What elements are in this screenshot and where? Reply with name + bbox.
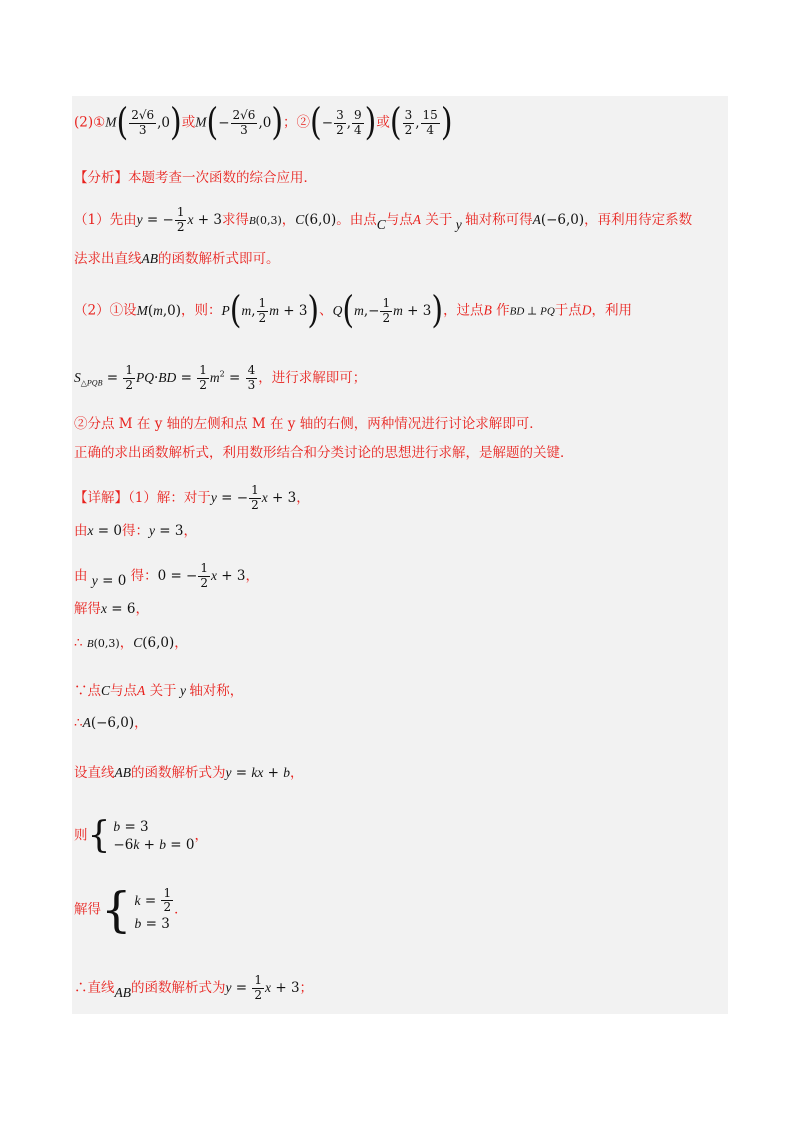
detail-step-4: ∴ B(0,3)，C(6,0)， [74, 635, 188, 651]
detail-step-5: ∵点C与点A 关于 y 轴对称， [74, 683, 244, 699]
answer-prefix: (2)① [74, 114, 106, 131]
analysis-line-6: 正确的求出函数解析式，利用数形结合和分类讨论的思想进行求解，是解题的关键． [74, 445, 574, 461]
or-text-1: 或 [181, 114, 196, 131]
answer-line: (2)①M( $\frac{2√6}{3}$ ,0)或M(− $\frac{2√6}{3}$ ,0)；②(− $\frac{3}{2}$ , $\frac{9}{4}$ )或( $\frac{3}{2}$ , $\frac{15}{4}$ ) [74, 100, 453, 145]
detail-step-2: 由 y = 0 得：0 = − $\frac{1}{2}$ x + 3， [74, 561, 259, 590]
analysis-line-1: （1）先由y = − $\frac{1}{2}$ x + 3求得B(0,3)，C(6,0)。由点C与点A 关于 y 轴对称可得A(−6,0)，再利用待定系数 [74, 205, 693, 234]
detail-step-7: 设直线AB的函数解析式为y = kx + b， [74, 765, 304, 781]
detail-step-10: ∴直线AB的函数解析式为y = $\frac{1}{2}$ x + 3； [74, 973, 314, 1002]
analysis-line-2: 法求出直线AB的函数解析式即可。 [74, 251, 280, 267]
detail-step-1: 由x = 0得：y = 3， [74, 523, 197, 539]
detail-step-6: ∴A(−6,0)， [74, 715, 148, 731]
detail-step-3: 解得x = 6， [74, 601, 149, 617]
detail-step-9: 解得 { k = $\frac{1}{2}$ b = 3 ． [74, 882, 188, 938]
detail-step-8: 则 { b = 3 −6k + b = 0 ， [74, 815, 208, 857]
detail-heading: 【详解】（1）解：对于y = − $\frac{1}{2}$ x + 3， [74, 483, 310, 512]
separator: ；② [283, 114, 311, 131]
analysis-line-5: ②分点 M 在 y 轴的左侧和点 M 在 y 轴的右侧，两种情况进行讨论求解即可． [74, 416, 543, 432]
analysis-heading: 【分析】本题考查一次函数的综合应用． [74, 170, 317, 186]
analysis-line-4: $S_{\triangle PQB}$ = $\frac{1}{2}$ PQ·BD = $\frac{1}{2}$ $m^2$ = $\frac{4}{3}$ ，进行求解即可； [74, 363, 367, 392]
or-text-2: 或 [376, 114, 390, 131]
analysis-line-3: （2）①设M(m,0)，则：P(m, $\frac{1}{2}$ m + 3)、Q(m,− $\frac{1}{2}$ m + 3)，过点B 作BD ⊥ PQ于点D，利用 [74, 288, 633, 333]
